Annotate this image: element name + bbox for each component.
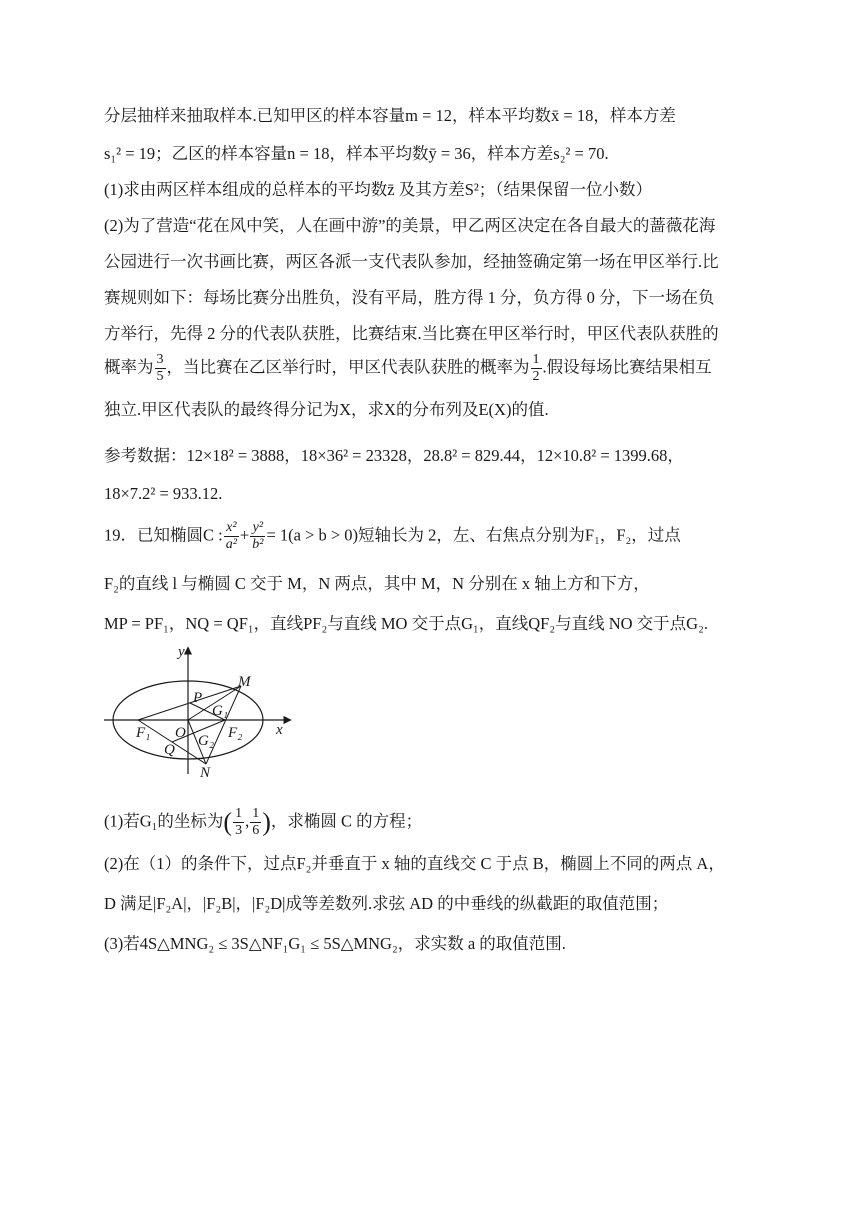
fraction-1-2 — [531, 352, 542, 385]
right-paren: ) — [262, 807, 271, 837]
fraction-denominator: 5 — [156, 369, 164, 384]
plus-sign: + — [239, 525, 250, 545]
text-span: ，当比赛在乙区举行时，甲区代表队获胜的概率为 — [166, 357, 530, 377]
left-paren: ( — [223, 807, 233, 837]
text-line: s₁² = 19；乙区的样本容量n = 18，样本平均数ȳ = 36，样本方差s₂² = 70. — [104, 144, 609, 163]
fraction-denominator: 6 — [252, 823, 260, 838]
fraction-1-3 — [233, 806, 244, 839]
question-part-2: (2)为了营造“花在风中笑，人在画中游”的美景，甲乙两区决定在各自最大的蔷薇花海 — [104, 216, 716, 235]
text-line — [104, 352, 712, 385]
label-y: y — [178, 644, 185, 660]
text-line: 公园进行一次书画比赛，两区各派一支代表队参加，经抽签确定第一场在甲区举行.比 — [104, 252, 719, 271]
ellipse-figure — [100, 644, 300, 784]
question-part-1: (1)求由两区样本组成的总样本的平均数z̄ 及其方差S²；（结果保留一位小数） — [104, 180, 653, 199]
label-o: O — [175, 725, 186, 741]
fraction-numerator: 3 — [156, 352, 164, 367]
text-span: 概率为 — [104, 357, 154, 377]
label-f1: F₁ — [136, 725, 151, 741]
text-line: 独立.甲区代表队的最终得分记为X，求X的分布列及E(X)的值. — [104, 400, 549, 419]
fraction-numerator: y² — [250, 520, 265, 537]
question-19-part-3: (3)若4S△MNG₂ ≤ 3S△NF₁G₁ ≤ 5S△MNG₂，求实数 a 的取值范围. — [104, 934, 566, 953]
ellipse-diagram — [100, 644, 300, 784]
text-span: 19．已知椭圆C : — [104, 525, 223, 545]
label-m: M — [238, 674, 251, 690]
fraction-denominator: b² — [252, 537, 264, 552]
label-q: Q — [164, 742, 175, 758]
fraction-1-6 — [250, 806, 261, 839]
text-line: MP = PF₁，NQ = QF₁，直线PF₂与直线 MO 交于点G₁，直线QF₂与直线 NO 交于点G₂. — [104, 614, 708, 633]
text-line: D 满足|F₂A|，|F₂B|，|F₂D|成等差数列.求弦 AD 的中垂线的纵截距的取值范围； — [104, 894, 669, 913]
label-g2: G₂ — [198, 733, 215, 749]
question-19-part-1 — [104, 806, 422, 839]
label-g1: G₁ — [212, 703, 229, 719]
comma: , — [245, 811, 250, 831]
reference-data: 参考数据：12×18² = 3888，18×36² = 23328，28.8² = 829.44，12×10.8² = 1399.68， — [104, 446, 684, 465]
reference-data: 18×7.2² = 933.12. — [104, 484, 223, 503]
fraction-y2-b2 — [250, 520, 265, 553]
text-line: 方举行，先得 2 分的代表队获胜，比赛结束.当比赛在甲区举行时，甲区代表队获胜的 — [104, 324, 719, 343]
label-p: P — [193, 690, 203, 706]
text-span: (1)若G₁的坐标为 — [104, 811, 224, 831]
fraction-numerator: x² — [224, 520, 239, 537]
label-n: N — [200, 765, 211, 781]
fraction-x2-a2 — [224, 520, 239, 553]
label-x: x — [276, 722, 283, 738]
text-line: F₂的直线 l 与椭圆 C 交于 M，N 两点，其中 M，N 分别在 x 轴上方和下方， — [104, 574, 650, 593]
fraction-denominator: 3 — [235, 823, 243, 838]
question-19-part-2: (2)在（1）的条件下，过点F₂并垂直于 x 轴的直线交 C 于点 B，椭圆上不同的两点 A， — [104, 854, 725, 873]
text-line: 赛规则如下：每场比赛分出胜负，没有平局，胜方得 1 分，负方得 0 分，下一场在负 — [104, 288, 715, 307]
fraction-3-5 — [155, 352, 166, 385]
fraction-numerator: 1 — [235, 806, 243, 821]
text-span: .假设每场比赛结果相互 — [542, 357, 712, 377]
question-19-stem — [104, 520, 681, 553]
fraction-numerator: 1 — [532, 352, 540, 367]
fraction-denominator: a² — [225, 537, 237, 552]
text-span: = 1(a > b > 0)短轴长为 2，左、右焦点分别为F₁，F₂，过点 — [266, 525, 681, 545]
text-line: 分层抽样来抽取样本.已知甲区的样本容量m = 12，样本平均数x̄ = 18，样本方差 — [104, 106, 676, 125]
text-span: ，求椭圆 C 的方程； — [270, 811, 423, 831]
fraction-denominator: 2 — [532, 369, 540, 384]
fraction-numerator: 1 — [252, 806, 260, 821]
construction-lines — [138, 686, 241, 764]
label-f2: F₂ — [228, 725, 243, 741]
